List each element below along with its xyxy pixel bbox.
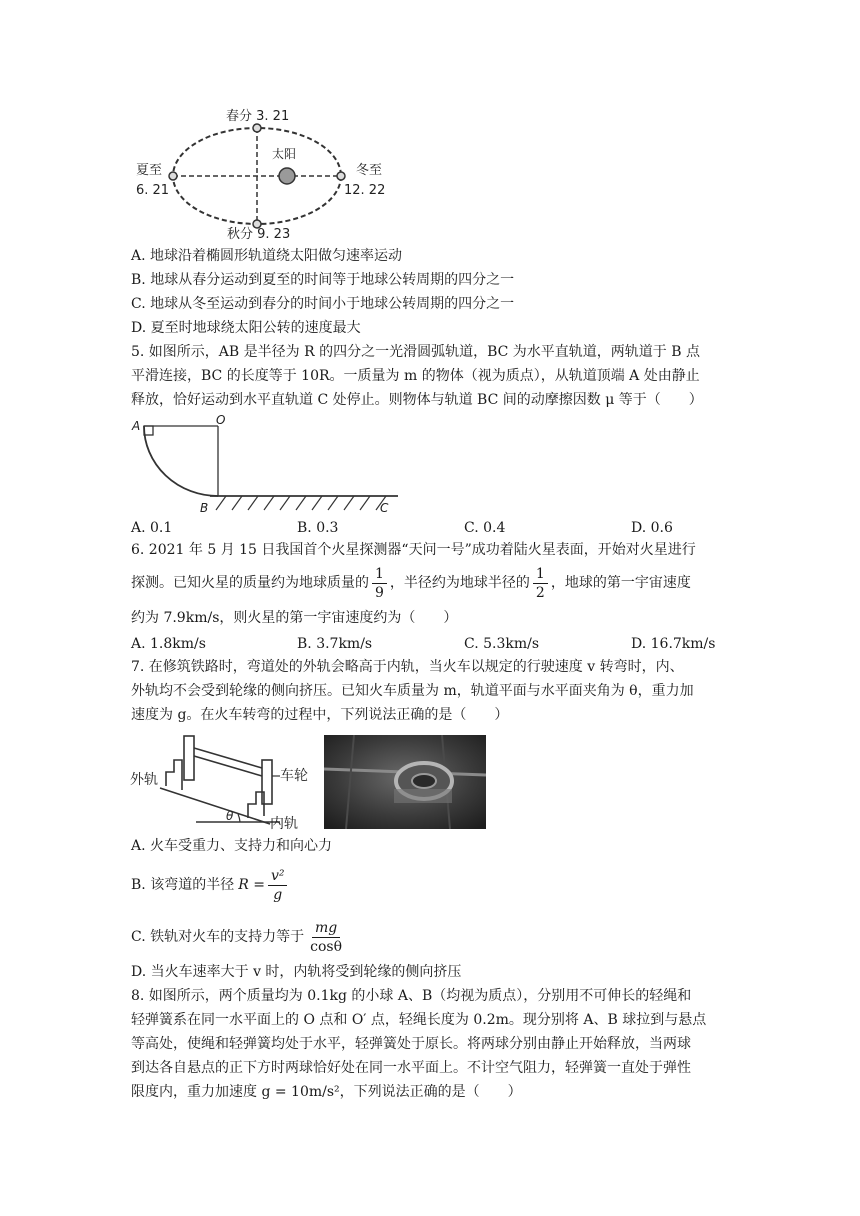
q6-frac2-num: 1 xyxy=(533,565,548,584)
label-o: O xyxy=(216,414,226,427)
q7-option-c-text: C. 铁轨对火车的支持力等于 xyxy=(131,929,305,945)
q4-option-d: D. 夏至时地球绕太阳公转的速度最大 xyxy=(131,320,361,336)
label-wheel: 车轮 xyxy=(280,768,308,784)
inclined-track-plane xyxy=(160,788,270,824)
sun-icon xyxy=(279,168,295,184)
label-spring: 春分 3. 21 xyxy=(226,109,290,124)
q6-option-c: C. 5.3km/s xyxy=(464,636,540,652)
q5-track-figure xyxy=(130,414,410,518)
block-at-a xyxy=(144,426,153,435)
q6-fraction-mass xyxy=(372,565,387,602)
label-summer: 夏至 xyxy=(136,163,163,178)
q5-stem-line2: 平滑连接，BC 的长度等于 10R。一质量为 m 的物体（视为质点），从轨道顶端 A 处由静止 xyxy=(131,368,700,384)
q6-text-a: 探测。已知火星的质量约为地球质量的 xyxy=(131,575,369,591)
q7-option-b-num: v² xyxy=(268,867,288,886)
q8-stem-line1: 8. 如图所示，两个质量均为 0.1kg 的小球 A、B（均视为质点），分别用不可伸长的轻绳和 xyxy=(131,988,692,1004)
q6-option-a: A. 1.8km/s xyxy=(131,636,206,652)
q5-stem-line1: 5. 如图所示，AB 是半径为 R 的四分之一光滑圆弧轨道，BC 为水平直轨道，两轨道于 B 点 xyxy=(131,344,700,360)
q6-text-b: ，半径约为地球半径的 xyxy=(389,575,530,591)
q8-stem-line5: 限度内，重力加速度 g = 10m/s²，下列说法正确的是（ ） xyxy=(131,1084,522,1100)
left-wheel xyxy=(184,736,194,780)
label-c: C xyxy=(380,501,389,515)
q5-option-c: C. 0.4 xyxy=(464,520,506,536)
axle-bottom xyxy=(194,756,262,776)
label-winter: 冬至 xyxy=(356,163,383,178)
q6-option-b: B. 3.7km/s xyxy=(297,636,373,652)
earth-winter-icon xyxy=(337,172,345,180)
q6-frac1-num: 1 xyxy=(372,565,387,584)
earth-spring-icon xyxy=(253,124,261,132)
label-outer-rail: 外轨 xyxy=(130,772,158,788)
q7-option-b-text: B. 该弯道的半径 xyxy=(131,877,235,893)
earth-summer-icon xyxy=(169,172,177,180)
label-summer-date: 6. 21 xyxy=(136,183,170,198)
label-winter-date: 12. 22 xyxy=(344,183,386,198)
q6-frac2-den: 2 xyxy=(535,584,545,601)
q7-option-c-fraction xyxy=(307,919,345,956)
q6-stem-line3: 约为 7.9km/s，则火星的第一宇宙速度约为（ ） xyxy=(131,610,458,626)
ground-hatch xyxy=(216,496,386,510)
q5-option-b: B. 0.3 xyxy=(297,520,339,536)
label-sun: 太阳 xyxy=(272,147,297,161)
q7-stem-line3: 速度为 g。在火车转弯的过程中，下列说法正确的是（ ） xyxy=(131,707,509,723)
q7-option-c-den: cosθ xyxy=(310,938,343,955)
label-a: A xyxy=(132,419,141,433)
q6-option-d: D. 16.7km/s xyxy=(631,636,716,652)
label-b: B xyxy=(200,501,209,515)
q4-option-b: B. 地球从春分运动到夏至的时间等于地球公转周期的四分之一 xyxy=(131,272,515,288)
arc-track xyxy=(144,426,218,496)
q7-rail-diagram xyxy=(130,730,318,834)
orbit-figure xyxy=(130,106,400,242)
q7-option-a: A. 火车受重力、支持力和向心力 xyxy=(131,838,333,854)
q5-stem-line3: 释放，恰好运动到水平直轨道 C 处停止。则物体与轨道 BC 间的动摩擦因数 μ 等于（ ） xyxy=(131,392,703,408)
q7-option-b xyxy=(131,860,290,910)
q7-option-b-den: g xyxy=(273,886,283,903)
q4-option-c: C. 地球从冬至运动到春分的时间小于地球公转周期的四分之一 xyxy=(131,296,515,312)
q4-option-a: A. 地球沿着椭圆形轨道绕太阳做匀速率运动 xyxy=(131,248,403,264)
q6-fraction-radius xyxy=(533,565,548,602)
q5-option-a: A. 0.1 xyxy=(131,520,173,536)
q7-option-b-lhs: R = xyxy=(238,877,265,893)
q7-rail-photo xyxy=(324,735,486,829)
label-autumn: 秋分 9. 23 xyxy=(227,227,291,242)
q5-option-d: D. 0.6 xyxy=(631,520,673,536)
photo-wheel-hub xyxy=(412,774,436,788)
label-theta: θ xyxy=(226,809,234,823)
q7-stem-line2: 外轨均不会受到轮缘的侧向挤压。已知火车质量为 m，轨道平面与水平面夹角为 θ，重力加 xyxy=(131,683,694,699)
q7-option-c-num: mg xyxy=(312,919,340,938)
q8-stem-line4: 到达各自悬点的正下方时两球恰好处在同一水平面上。不计空气阻力，轻弹簧一直处于弹性 xyxy=(131,1060,691,1076)
q6-stem-line2 xyxy=(131,562,691,604)
q8-stem-line3: 等高处，使绳和轻弹簧均处于水平，轻弹簧处于原长。将两球分别由静止开始释放，当两球 xyxy=(131,1036,691,1052)
q8-stem-line2: 轻弹簧系在同一水平面上的 O 点和 O′ 点，轻绳长度为 0.2m。现分别将 A、B 球拉到与悬点 xyxy=(131,1012,707,1028)
q7-stem-line1: 7. 在修筑铁路时，弯道处的外轨会略高于内轨，当火车以规定的行驶速度 v 转弯时，内、 xyxy=(131,659,684,675)
photo-wheel-flange xyxy=(394,789,452,803)
q6-stem-line1: 6. 2021 年 5 月 15 日我国首个火星探测器“天问一号”成功着陆火星表面，开始对火星进行 xyxy=(131,542,696,558)
q7-option-c xyxy=(131,914,348,960)
q7-option-b-fraction xyxy=(268,867,288,904)
outer-rail-profile xyxy=(166,760,182,790)
label-inner-rail: 内轨 xyxy=(270,816,298,832)
q6-frac1-den: 9 xyxy=(375,584,384,601)
q7-option-d: D. 当火车速率大于 v 时，内轨将受到轮缘的侧向挤压 xyxy=(131,964,462,980)
axle-top xyxy=(194,748,262,768)
q6-text-c: ，地球的第一宇宙速度 xyxy=(550,575,691,591)
angle-arc xyxy=(238,814,240,822)
